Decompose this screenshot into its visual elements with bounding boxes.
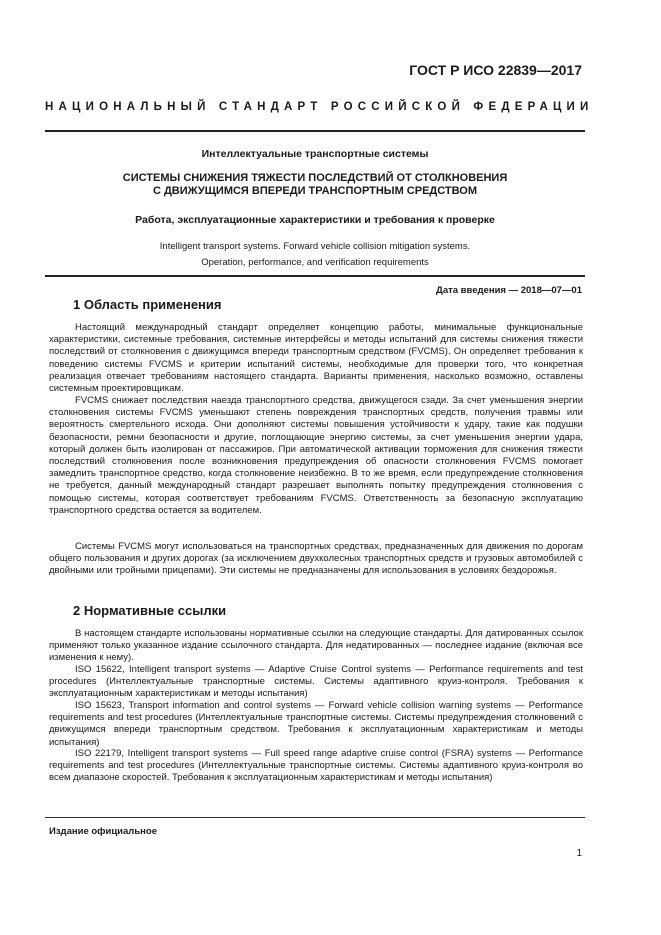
national-standard-heading: НАЦИОНАЛЬНЫЙ СТАНДАРТ РОССИЙСКОЙ ФЕДЕРАЦИИ	[45, 101, 594, 113]
reference-iso-15622: ISO 15622, Intelligent transport systems — Adaptive Cruise Control systems — Performance requirements and test procedures (Интеллектуальные транспортные системы. Системы адаптивного круиз-контроля. Требования к эксплуатационным характеристикам и методы испытания)	[49, 664, 583, 700]
section-1-paragraph: Настоящий международный стандарт определяет концепцию работы, минимальные функциональные характеристики, системные требования, системные интерфейсы и методы испытаний для системы снижения тяжести последствий от столкновения с движущимся впереди транспортным средством (FVCMS). Он определяет требования к поведению системы FVCMS и критерии испытаний системы, необходимые для проверки того, что конкретная реализация отвечает требованиям настоящего стандарта. Варианты применения, насколько возможно, оставлены системным проектировщикам.	[49, 322, 583, 395]
reference-iso-15623: ISO 15623, Transport information and control systems — Forward vehicle collision warning systems — Performance requirements and test procedures (Интеллектуальные транспортные системы. Системы предупреждения столкновений с движущимся впереди транспортным средством. Требования к эксплуатационным характеристикам и методы испытания)	[49, 700, 583, 748]
footer-divider	[45, 817, 585, 818]
main-title-line-2: С ДВИЖУЩИМСЯ ВПЕРЕДИ ТРАНСПОРТНЫМ СРЕДСТВОМ	[152, 185, 478, 197]
section-1-heading: 1 Область применения	[73, 297, 222, 312]
reference-iso-22179: ISO 22179, Intelligent transport systems — Full speed range adaptive cruise control (FSRA) systems — Performance requirements and test procedures (Интеллектуальные транспортные системы. Системы адаптивного круиз-контроля во всем диапазоне скоростей. Требования к эксплуатационным характеристикам и методы испытания)	[49, 748, 583, 784]
main-title	[45, 172, 585, 198]
title-divider	[45, 275, 585, 277]
standard-category: Интеллектуальные транспортные системы	[201, 148, 429, 160]
page-number: 1	[576, 848, 582, 859]
standard-number: ГОСТ Р ИСО 22839—2017	[409, 62, 582, 78]
section-2-heading: 2 Нормативные ссылки	[73, 603, 227, 618]
english-title-line-2: Operation, performance, and verification requirements	[201, 257, 429, 268]
section-1-paragraph: Системы FVCMS могут использоваться на транспортных средствах, предназначенных для движения по дорогам общего пользования и других дорогах (за исключением двухколесных транспортных средств и грузовых автомобилей с двойными или тройными прицепами). Эти системы не предназначены для использования в условиях бездорожья.	[49, 541, 583, 577]
english-title	[45, 239, 585, 271]
english-title-line-1: Intelligent transport systems. Forward vehicle collision mitigation systems.	[159, 241, 471, 252]
section-2-paragraph: В настоящем стандарте использованы нормативные ссылки на следующие стандарты. Для датированных ссылок применяют только указанное издание ссылочного стандарта. Для недатированных — последнее издание (включая все изменения к нему).	[49, 628, 583, 664]
top-divider	[45, 130, 585, 132]
section-1-paragraph: FVCMS снижает последствия наезда транспортного средства, движущегося сзади. За счет уменьшения энергии столкновения системы FVCMS уменьшают степень повреждения транспортных средств, получения травмы или вероятность смертельного исхода. Они дополняют системы повышения устойчивости к удару, такие как подушки безопасности, ремни безопасности и другие, поглощающие энергию системы, за счет уменьшения энергии удара, который должен быть изолирован от пассажиров. При автоматической активации торможения для снижения тяжести последствий столкновения после возникновения предупреждения об опасности столкновения FVCMS помогает замедлить транспортное средство, когда столкновение неизбежно. В то же время, если предупреждение столкновения не требуется, данный международный стандарт разрешает выполнять попытку предупреждения столкновения с помощью системы, которая соответствует требованиям FVCMS. Ответственность за безопасную эксплуатацию транспортного средства остается за водителем.	[49, 395, 583, 516]
subtitle: Работа, эксплуатационные характеристики и требования к проверке	[135, 214, 495, 226]
official-edition-label: Издание официальное	[49, 826, 157, 837]
main-title-line-1: СИСТЕМЫ СНИЖЕНИЯ ТЯЖЕСТИ ПОСЛЕДСТВИЙ ОТ СТОЛКНОВЕНИЯ	[122, 172, 508, 184]
introduction-date: Дата введения — 2018—07—01	[436, 285, 582, 296]
